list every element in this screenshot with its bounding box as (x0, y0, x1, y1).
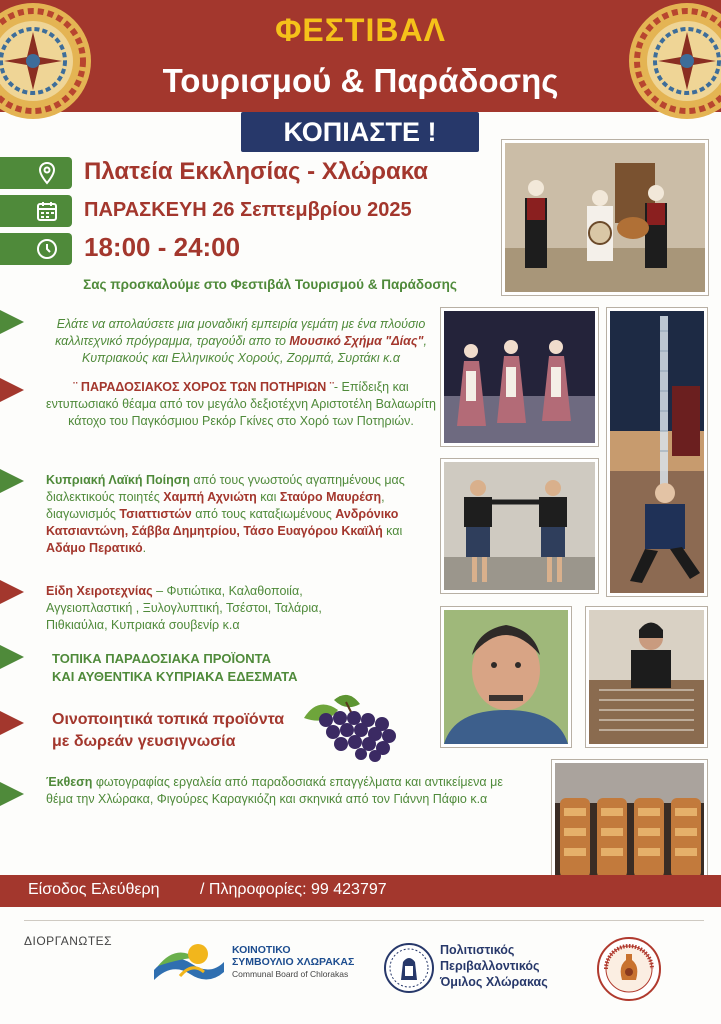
info-phone-text: / Πληροφορίες: 99 423797 (200, 881, 387, 898)
cultural-group-name: Πολιτιστικός Περιβαλλοντικός Όμιλος Χλώρακας (440, 943, 548, 989)
map-pin-icon (35, 161, 59, 185)
grapes-icon (296, 690, 406, 767)
bullet-arrow-icon (0, 645, 24, 669)
clock-icon (35, 237, 59, 261)
folk-dancers-photo (441, 459, 598, 593)
exhibition-text: Έκθεση φωτογραφίας εργαλεία από παραδοσιακά επαγγέλματα και αντικείμενα με θέμα την Χλώρακα, Φιγούρες Καραγκιόζη και σκηνικά από τον Γιάννη Πάφιο κ.α (46, 775, 503, 806)
souvla-grill-photo (552, 760, 707, 888)
festival-title: ΦΕΣΤΙΒΑΛ (275, 12, 446, 48)
glass-dance-photo (607, 308, 707, 596)
dancers-photo (441, 308, 598, 446)
bullet-arrow-icon (0, 469, 24, 493)
footer-banner (0, 875, 721, 907)
bullet-arrow-icon (0, 310, 24, 334)
event-date: ΠΑΡΑΣΚΕΥΗ 26 Σεπτεμβρίου 2025 (84, 199, 412, 221)
folklore-group-seal-icon (596, 936, 662, 1007)
calendar-icon (35, 199, 59, 223)
event-time: 18:00 - 24:00 (84, 232, 241, 262)
poet-portrait-photo (441, 607, 571, 747)
free-entry-text: Είσοδος Ελεύθερη (28, 881, 160, 898)
bullet-arrow-icon (0, 711, 24, 735)
bullet-arrow-icon (0, 378, 24, 402)
musicians-photo (502, 140, 708, 295)
event-location: Πλατεία Εκκλησίας - Χλώρακα (84, 158, 429, 185)
poetry-text: Κυπριακή Λαϊκή Ποίηση από τους γνωστούς αγαπημένους μας διαλεκτικούς ποιητές Χαμπή Αχνιώτη και Σταύρο Μαυρέση, διαγωνισμός Τσιαττιστών από τους καταξιωμένους Ανδρόνικο Κατσιαντώνη, Σάββα Δημητρίου, Τάσο Ευαγόρου Κκαϊλή και Αδάμο Περατικό. (46, 473, 405, 555)
bullet-arrow-icon (0, 580, 24, 604)
council-logo (152, 940, 226, 993)
organizers-label: ΔΙΟΡΓΑΝΩΤΕΣ (24, 934, 113, 948)
date-box (0, 195, 72, 227)
invitation-text: Σας προσκαλούμε στο Φεστιβάλ Τουρισμού & Παράδοσης (83, 277, 457, 292)
cultural-group-logo (383, 942, 435, 999)
kopiaste-banner: ΚΟΠΙΑΣΤΕ ! (241, 112, 479, 152)
bullet-arrow-icon (0, 782, 24, 806)
wine-tasting-text: Οινοποιητικά τοπικά προϊόντα με δωρεάν γευσιγνωσία (52, 711, 285, 750)
time-box (0, 233, 72, 265)
festival-subtitle: Τουρισμού & Παράδοσης (162, 62, 559, 99)
local-products-text: ΤΟΠΙΚΑ ΠΑΡΑΔΟΣΙΑΚΑ ΠΡΟΪΟΝΤΑ ΚΑΙ ΑΥΘΕΝΤΙΚΑ ΚΥΠΡΙΑΚΑ ΕΔΕΣΜΑΤΑ (52, 651, 298, 684)
crafts-text: Είδη Χειροτεχνίας – Φυτιώτικα, Καλαθοποιία, Αγγειοπλαστική , Ξυλογλυπτική, Τσέστοι, Ταλάρια, Πιθκιαύλια, Κυπριακά σουβενίρ κ.α (46, 584, 322, 632)
weaver-photo (586, 607, 707, 747)
location-box (0, 157, 72, 189)
council-name: ΚΟΙΝΟΤΙΚΟ ΣΥΜΒΟΥΛΙΟ ΧΛΩΡΑΚΑΣ Communal Board of Chlorakas (232, 944, 355, 979)
music-program-text: Ελάτε να απολαύσετε μια μοναδική εμπειρία γεμάτη με ένα πλούσιο καλλιτεχνικό πρόγραμμα, τραγούδι απο το Μουσικό Σχήμα "Δίας", Κυπριακούς και Ελληνικούς Χορούς, Ζορμπά, Συρτάκι κ.α (55, 317, 427, 365)
divider (24, 920, 704, 921)
glass-dance-text: ¨ ΠΑΡΑΔΟΣΙΑΚΟΣ ΧΟΡΟΣ ΤΩΝ ΠΟΤΗΡΙΩΝ ¨- Επίδειξη και εντυπωσιακό θέαμα από τον μεγάλο δεξιοτέχνη Αριστοτέλη Βαλαωρίτη κάτοχο του Παγκόσμιου Ρεκόρ Γκίνες στο Χορό των Ποτηριών. (46, 380, 436, 428)
